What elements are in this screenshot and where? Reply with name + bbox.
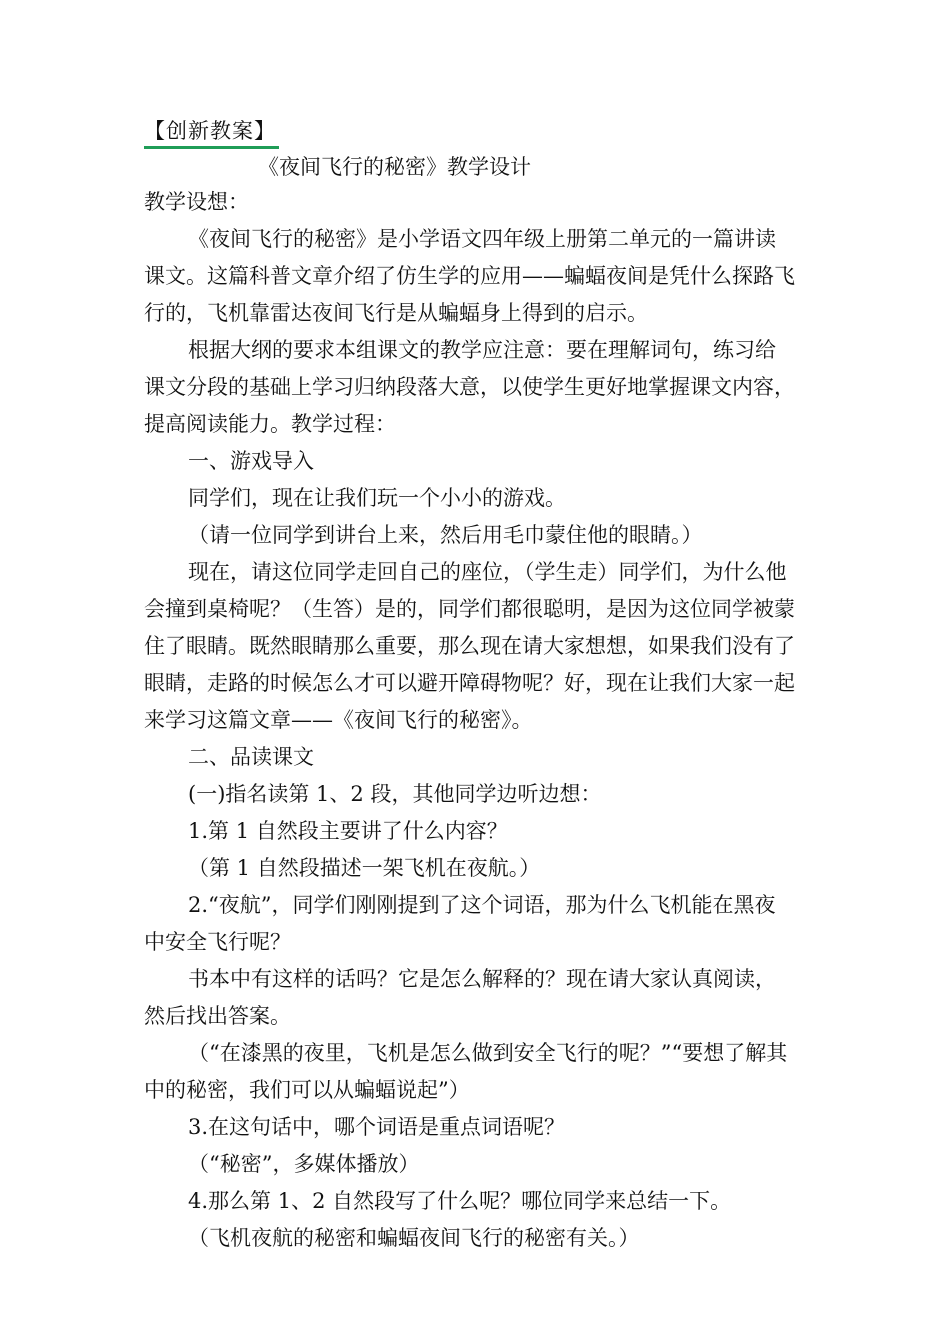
paragraph: 同学们，现在让我们玩一个小小的游戏。 xyxy=(188,486,566,510)
paragraph: （飞机夜航的秘密和蝙蝠夜间飞行的秘密有关。） xyxy=(188,1226,640,1250)
innovation-tag: 【创新教案】 xyxy=(144,119,276,143)
paragraph: 现在，请这位同学走回自己的座位，（学生走）同学们，为什么他会撞到桌椅呢？（生答）是的，同学们都很聪明，是因为这位同学被蒙住了眼睛。既然眼睛那么重要，那么现在请大家想想，如果我们没有了眼睛，走路的时候怎么才可以避开障碍物呢？好，现在让我们大家一起来学习这篇文章——《夜间飞行的秘密》。 xyxy=(144,560,795,732)
list-item: 2.“夜航”，同学们刚刚提到了这个词语，那为什么飞机能在黑夜中安全飞行呢？ xyxy=(144,893,776,954)
paragraph: 《夜间飞行的秘密》是小学语文四年级上册第二单元的一篇讲读课文。这篇科普文章介绍了仿生学的应用——蝙蝠夜间是凭什么探路飞行的，飞机靠雷达夜间飞行是从蝙蝠身上得到的启示。 xyxy=(144,227,795,325)
paragraph: （第 1 自然段描述一架飞机在夜航。） xyxy=(188,856,541,880)
list-item: 4.那么第 1、2 自然段写了什么呢？哪位同学来总结一下。 xyxy=(188,1189,732,1213)
paragraph: 根据大纲的要求本组课文的教学应注意：要在理解词句，练习给课文分段的基础上学习归纳段落大意，以使学生更好地掌握课文内容，提高阅读能力。教学过程： xyxy=(144,338,795,436)
section-heading: 二、品读课文 xyxy=(188,745,314,769)
list-item: 3.在这句话中，哪个词语是重点词语呢？ xyxy=(188,1115,566,1139)
document-body xyxy=(144,184,796,1257)
heading-teaching-idea: 教学设想： xyxy=(144,190,249,214)
list-item: 1.第 1 自然段主要讲了什么内容？ xyxy=(188,819,508,843)
document-title: 《夜间飞行的秘密》教学设计 xyxy=(258,155,531,179)
tag-underline xyxy=(144,146,279,149)
section-heading: 一、游戏导入 xyxy=(188,449,314,473)
paragraph: 书本中有这样的话吗？它是怎么解释的？现在请大家认真阅读，然后找出答案。 xyxy=(144,967,776,1028)
paragraph: （“秘密”，多媒体播放） xyxy=(188,1152,420,1176)
paragraph: (一)指名读第 1、2 段，其他同学边听边想： xyxy=(188,782,602,806)
paragraph: （“在漆黑的夜里，飞机是怎么做到安全飞行的呢？”“要想了解其中的秘密，我们可以从蝙蝠说起”） xyxy=(144,1041,788,1102)
paragraph: （请一位同学到讲台上来，然后用毛巾蒙住他的眼睛。） xyxy=(188,523,703,547)
